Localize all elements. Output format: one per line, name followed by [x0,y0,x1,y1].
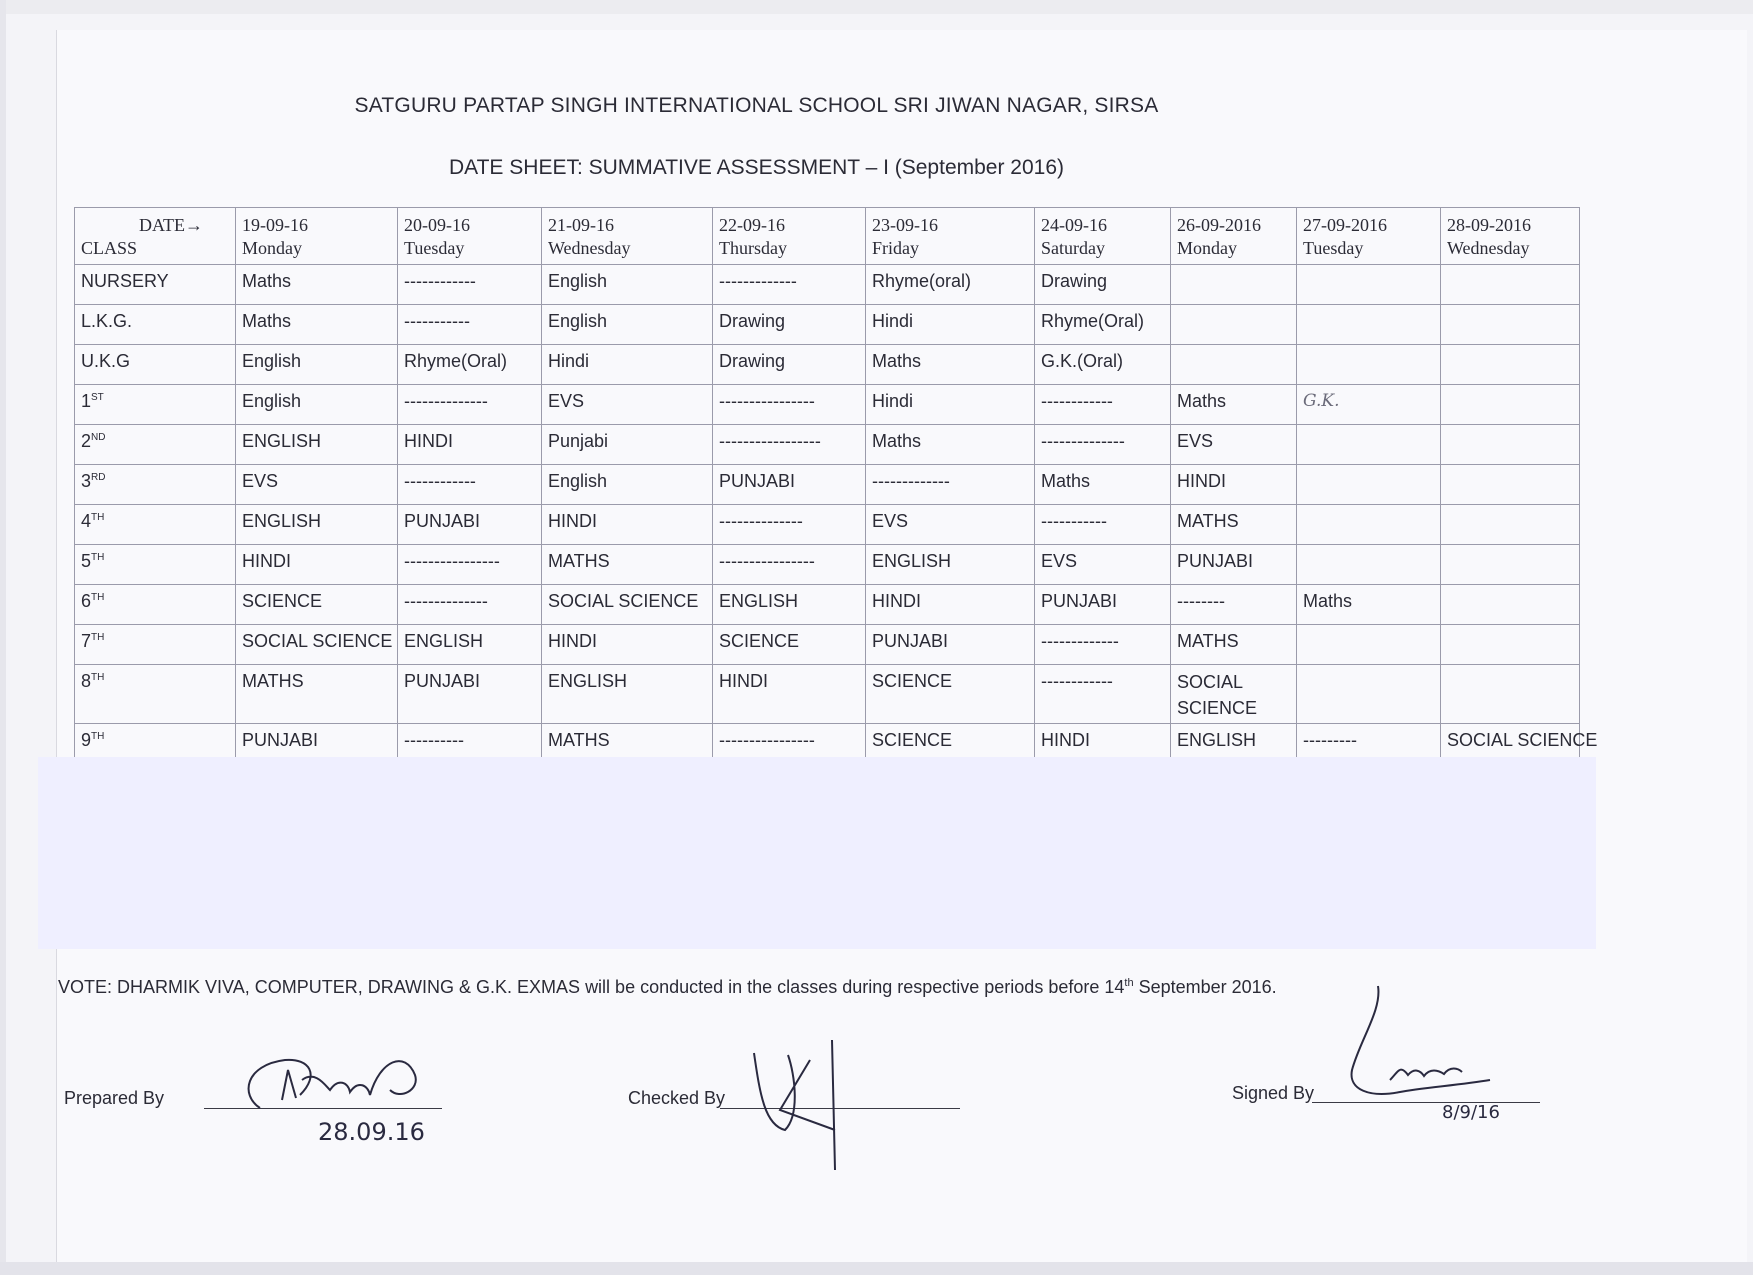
prepared-date: 28.09.16 [318,1118,425,1146]
class-name: 9 [81,730,92,750]
subject-cell: G.K. [1297,385,1441,425]
subject-cell: HINDI [1035,724,1171,764]
subject-cell: EVS [236,465,398,505]
subject-cell: MATHS [542,545,713,585]
subject-cell: G.K.(Oral) [1035,345,1171,385]
table-row [75,345,1580,385]
class-cell [75,265,236,305]
note-text: VOTE: DHARMIK VIVA, COMPUTER, DRAWING & G.K. EXMAS will be conducted in the classes during respective periods before 14 [58,977,1125,997]
subject-cell: -------------- [398,585,542,625]
column-day: Friday [872,238,919,258]
class-cell [75,305,236,345]
table-row [75,265,1580,305]
subject-cell [1441,665,1580,724]
column-day: Wednesday [1447,238,1530,258]
subject-cell [1171,265,1297,305]
subject-cell: ENGLISH [236,505,398,545]
signed-by-label: Signed By [1232,1083,1315,1103]
redacted-area [38,757,1596,949]
subject-cell: Maths [866,425,1035,465]
header-row [75,208,1580,265]
prepared-by-signature [230,1040,460,1150]
note-text-end: September 2016. [1133,977,1277,997]
subject-cell: PUNJABI [866,625,1035,665]
subject-cell: ------------- [866,465,1035,505]
column-day: Monday [1177,238,1237,258]
class-ordinal: TH [91,592,105,603]
note-ordinal: th [1124,977,1134,989]
subject-cell [1441,625,1580,665]
datesheet-subtitle: DATE SHEET: SUMMATIVE ASSESSMENT – I (September 2016) [448,156,1065,179]
subject-cell: English [542,305,713,345]
column-header [1441,208,1580,265]
table-row [75,425,1580,465]
class-cell [75,665,236,724]
subject-cell: MATHS [1171,505,1297,545]
class-ordinal: ND [91,432,106,443]
table-row [75,665,1580,724]
subject-cell [1441,465,1580,505]
subject-cell: MATHS [1171,625,1297,665]
class-name: L.K.G. [81,311,133,331]
class-name: NURSERY [81,271,169,291]
subject-cell: -------- [1171,585,1297,625]
subject-cell: HINDI [866,585,1035,625]
subject-cell: Drawing [713,305,866,345]
subject-cell [1297,265,1441,305]
subject-cell [1297,625,1441,665]
subject-cell: ---------------- [398,545,542,585]
date-sheet-table [74,207,1598,764]
subject-cell: ----------------- [713,425,866,465]
subject-cell: Hindi [542,345,713,385]
subject-cell: PUNJABI [1171,545,1297,585]
column-header [1297,208,1441,265]
subject-cell [1297,465,1441,505]
class-ordinal: TH [91,552,105,563]
column-header [1171,208,1297,265]
subject-cell: SCIENCE [713,625,866,665]
subject-cell: ---------------- [713,385,866,425]
subject-cell: ENGLISH [866,545,1035,585]
subject-cell: ENGLISH [398,625,542,665]
subject-cell: ----------- [398,305,542,345]
subject-cell [1297,665,1441,724]
class-ordinal: TH [91,731,105,742]
class-name: U.K.G [81,351,131,371]
subject-cell [1171,345,1297,385]
subject-cell: SCIENCE [866,724,1035,764]
subject-cell [1441,545,1580,585]
subject-cell: -------------- [713,505,866,545]
subject-cell: ------------- [713,265,866,305]
column-date: 19-09-16 [242,215,308,235]
subject-cell: Rhyme(Oral) [398,345,542,385]
subject-cell: ------------ [398,265,542,305]
column-date: 28-09-2016 [1447,215,1531,235]
class-cell [75,385,236,425]
subject-cell: Maths [1297,585,1441,625]
scan-edge-left [0,0,6,1275]
class-name: 1 [81,391,92,411]
column-header [866,208,1035,265]
subject-cell: -------------- [398,385,542,425]
school-title: SATGURU PARTAP SINGH INTERNATIONAL SCHOOL SRI JIWAN NAGAR, SIRSA [354,94,1159,117]
subject-cell: HINDI [236,545,398,585]
subject-cell: ---------------- [713,545,866,585]
subject-cell: ENGLISH [542,665,713,724]
subject-cell: SOCIAL SCIENCE [542,585,713,625]
subject-cell: HINDI [1171,465,1297,505]
class-cell [75,425,236,465]
subject-cell: ------------ [1035,385,1171,425]
subject-cell [1171,305,1297,345]
subject-cell: SOCIAL SCIENCE [236,625,398,665]
column-day: Tuesday [1303,238,1364,258]
subject-cell: English [542,465,713,505]
scan-edge-top [0,0,1753,14]
class-name: 7 [81,631,92,651]
column-date: 23-09-16 [872,215,938,235]
signed-date: 8/9/16 [1442,1102,1500,1123]
column-day: Wednesday [548,238,631,258]
subject-cell: Punjabi [542,425,713,465]
column-date: 21-09-16 [548,215,614,235]
date-arrow-label: DATE→ [139,215,203,235]
class-cell [75,345,236,385]
column-date: 22-09-16 [719,215,785,235]
subject-cell: Rhyme(oral) [866,265,1035,305]
subject-cell: MATHS [542,724,713,764]
subject-cell: EVS [542,385,713,425]
table-row [75,625,1580,665]
column-header [542,208,713,265]
subject-cell [1297,425,1441,465]
table-row [75,305,1580,345]
subject-cell: Hindi [866,385,1035,425]
subject-cell: EVS [866,505,1035,545]
subject-cell [1441,585,1580,625]
subject-cell: Hindi [866,305,1035,345]
subject-cell: Maths [1171,385,1297,425]
column-date: 20-09-16 [404,215,470,235]
class-cell [75,505,236,545]
column-date: 27-09-2016 [1303,215,1387,235]
subject-cell: ----------- [1035,505,1171,545]
subject-cell: EVS [1035,545,1171,585]
subject-cell: SOCIAL SCIENCE [1441,724,1580,764]
class-name: 8 [81,671,92,691]
table-row [75,585,1580,625]
exam-note [58,977,1277,998]
class-ordinal: RD [91,472,106,483]
class-name: 4 [81,511,92,531]
subject-cell [1297,305,1441,345]
subject-cell: --------- [1297,724,1441,764]
subject-cell: English [236,385,398,425]
corner-cell [75,208,236,265]
subject-cell: Maths [236,265,398,305]
subject-cell: PUNJABI [236,724,398,764]
class-ordinal: TH [91,632,105,643]
subject-cell [1441,345,1580,385]
subject-cell: SOCIAL SCIENCE [1171,665,1297,724]
class-name: 5 [81,551,92,571]
scan-edge-bottom [0,1262,1753,1275]
subject-cell [1441,385,1580,425]
column-day: Thursday [719,238,787,258]
subject-cell: Drawing [1035,265,1171,305]
subject-cell: ------------ [398,465,542,505]
column-day: Monday [242,238,302,258]
subject-cell: EVS [1171,425,1297,465]
column-date: 24-09-16 [1041,215,1107,235]
subject-cell [1441,305,1580,345]
subject-cell: MATHS [236,665,398,724]
subject-cell [1441,265,1580,305]
checked-by-label: Checked By [628,1088,726,1108]
subject-cell: HINDI [542,505,713,545]
subject-cell: Drawing [713,345,866,385]
subject-cell: PUNJABI [398,665,542,724]
table-row [75,385,1580,425]
subject-cell: ---------- [398,724,542,764]
class-cell [75,545,236,585]
subject-cell [1441,425,1580,465]
subject-cell: SCIENCE [866,665,1035,724]
subject-cell: ------------- [1035,625,1171,665]
column-day: Tuesday [404,238,465,258]
subject-cell: PUNJABI [713,465,866,505]
subject-cell: HINDI [542,625,713,665]
table-body [75,265,1598,764]
signed-by-signature [1340,980,1540,1130]
table-row [75,545,1580,585]
subject-cell: Maths [866,345,1035,385]
class-name: 6 [81,591,92,611]
subject-cell [1297,345,1441,385]
subject-cell: Maths [236,305,398,345]
checked-by-signature [740,1035,900,1175]
column-date: 26-09-2016 [1177,215,1261,235]
class-label: CLASS [81,238,138,258]
column-day: Saturday [1041,238,1105,258]
class-name: 2 [81,431,92,451]
table-row [75,465,1580,505]
subject-cell: PUNJABI [398,505,542,545]
class-name: 3 [81,471,92,491]
table-row [75,505,1580,545]
subject-cell: HINDI [713,665,866,724]
subject-cell: ------------ [1035,665,1171,724]
subject-cell: ENGLISH [236,425,398,465]
class-cell [75,625,236,665]
subject-cell [1297,505,1441,545]
subject-cell: ENGLISH [713,585,866,625]
subject-cell [1441,505,1580,545]
class-cell [75,585,236,625]
column-header [713,208,866,265]
column-header [1035,208,1171,265]
subject-cell: ---------------- [713,724,866,764]
column-header [398,208,542,265]
column-header [236,208,398,265]
subject-cell: SCIENCE [236,585,398,625]
class-ordinal: ST [91,392,104,403]
class-ordinal: TH [91,672,105,683]
subject-cell: HINDI [398,425,542,465]
subject-cell: PUNJABI [1035,585,1171,625]
subject-cell: -------------- [1035,425,1171,465]
subject-cell: Rhyme(Oral) [1035,305,1171,345]
subject-cell: ENGLISH [1171,724,1297,764]
class-cell [75,465,236,505]
subject-cell: English [236,345,398,385]
prepared-by-label: Prepared By [64,1088,165,1108]
class-ordinal: TH [91,512,105,523]
subject-cell: English [542,265,713,305]
subject-cell: Maths [1035,465,1171,505]
subject-cell [1297,545,1441,585]
